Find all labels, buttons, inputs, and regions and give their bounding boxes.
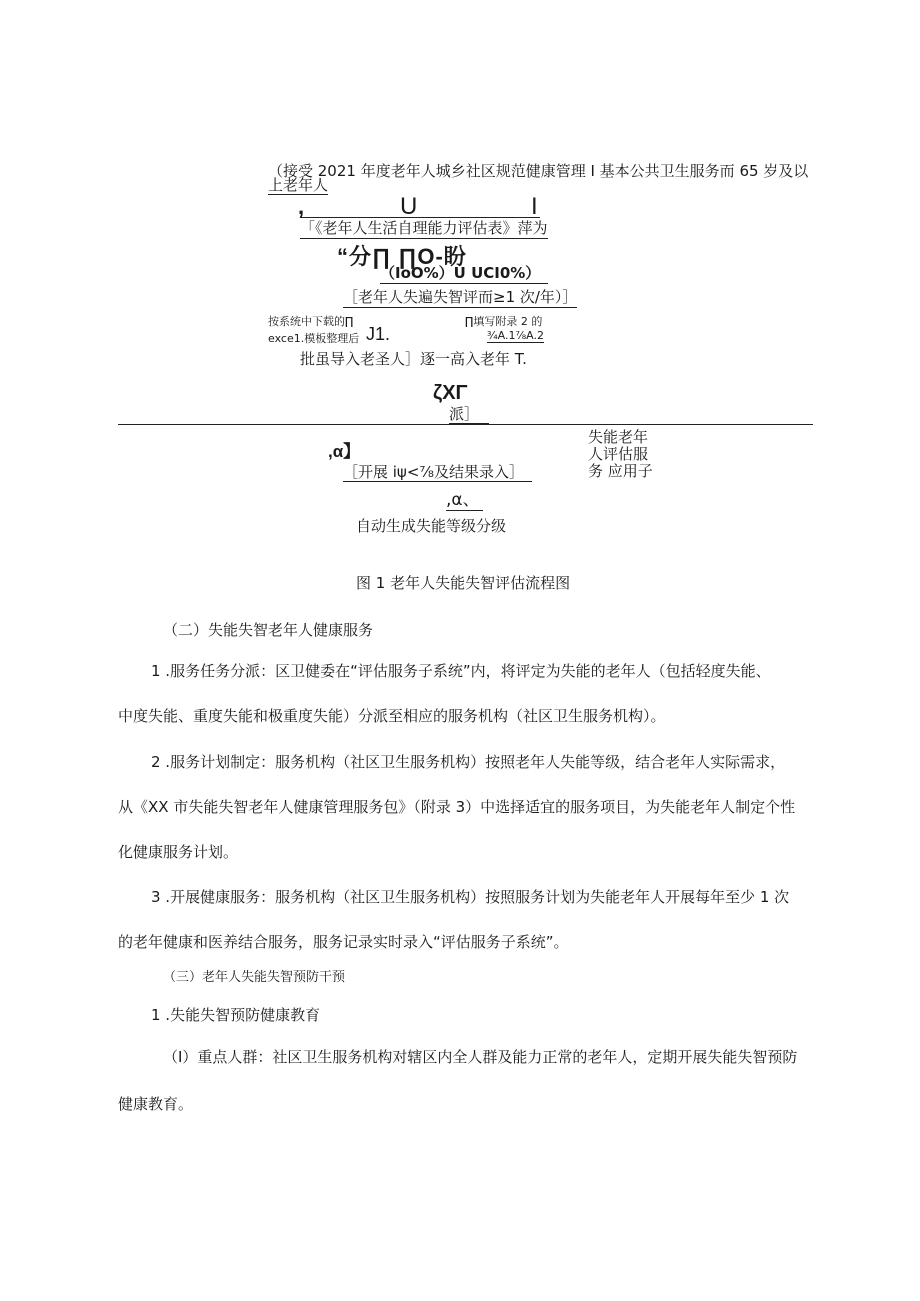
section3-heading: （三）老年人失能失智预防干预: [163, 970, 346, 985]
flow-download-right: ∏填写附录 2 的: [465, 315, 543, 328]
section2-p3-line2: 的老年健康和医养结合服务，服务记录实时录入“评估服务子系统”。: [118, 933, 569, 951]
flow-intro-line1: （接受 2021 年度老年人城乡社区规范健康管理 I 基本公共卫生服务而 65 岁及以: [268, 162, 809, 180]
section3-p-line1: （I）重点人群：社区卫生服务机构对辖区内全人群及能力正常的老年人，定期开展失能失智预防: [163, 1048, 798, 1066]
flow-alpha-2: ,α、: [446, 491, 483, 511]
section3-item1: 1 .失能失智预防健康教育: [151, 1006, 321, 1024]
flow-mark-comma: ,: [298, 194, 305, 219]
flow-mark-u: U: [400, 193, 418, 220]
flow-j1: J1.: [366, 324, 391, 344]
flow-percent-line: （IoO%）U UCI0%）: [380, 264, 548, 284]
flow-batch-import: 批虽导入老圣人］逐一高入老年 T.: [300, 350, 527, 368]
section2-p1-line2: 中度失能、重度失能和极重度失能）分派至相应的服务机构（社区卫生服务机构）。: [118, 707, 666, 725]
flow-zeta: ζXΓ: [433, 382, 468, 404]
section2-p2-line3: 化健康服务计划。: [118, 843, 239, 861]
section3-p-line2: 健康教育。: [118, 1095, 194, 1113]
section2-heading: （二）失能失智老年人健康服务: [163, 621, 374, 639]
flow-eval-form: 「《老年人生活自理能力评估表》萍为: [300, 219, 548, 237]
section2-p1-line1: 1 .服务任务分派：区卫健委在“评估服务子系统”内，将评定为失能的老年人（包括轻度失能、: [151, 662, 771, 680]
flow-score-line: “分∏ ∏O-盼: [337, 244, 467, 269]
flow-divider: [118, 424, 813, 425]
flow-mark-i: I: [531, 193, 538, 220]
flow-appendix-ref: ¾A.1⅞A.2: [487, 329, 544, 342]
section2-p2-line2: 从《XX 市失能失智老年人健康管理服务包》（附录 3）中选择适宜的服务项目，为失能老年人制定个性: [118, 798, 796, 816]
flow-start-entry: ［开展 iψ<⅞及结果录入］: [343, 463, 532, 482]
flow-auto-grade: 自动生成失能等级分级: [356, 517, 507, 535]
flow-dispatch: 派］: [449, 406, 489, 424]
section2-p3-line1: 3 .开展健康服务：服务机构（社区卫生服务机构）按照服务计划为失能老年人开展每年至少 1 次: [151, 888, 790, 906]
flow-download-left: 按系统中下载的∏: [268, 315, 354, 328]
flow-side-text-2: 人评估服: [588, 445, 649, 463]
figure-caption: 图 1 老年人失能失智评估流程图: [356, 574, 571, 592]
flow-underline-1: [300, 217, 540, 218]
flow-alpha-1: ,α】: [328, 442, 361, 461]
flow-excel-left: exce1.模板整理后: [268, 332, 360, 345]
flow-assess-frequency: ［老年人失遍失智评而≥1 次/年）］: [343, 288, 578, 306]
flow-intro-line2: 上老年人: [268, 176, 329, 194]
flow-side-text-3: 务 应用子: [588, 462, 653, 480]
flow-side-text-1: 失能老年: [588, 428, 649, 446]
section2-p2-line1: 2 .服务计划制定：服务机构（社区卫生服务机构）按照老年人失能等级，结合老年人实际需求，: [151, 753, 786, 771]
